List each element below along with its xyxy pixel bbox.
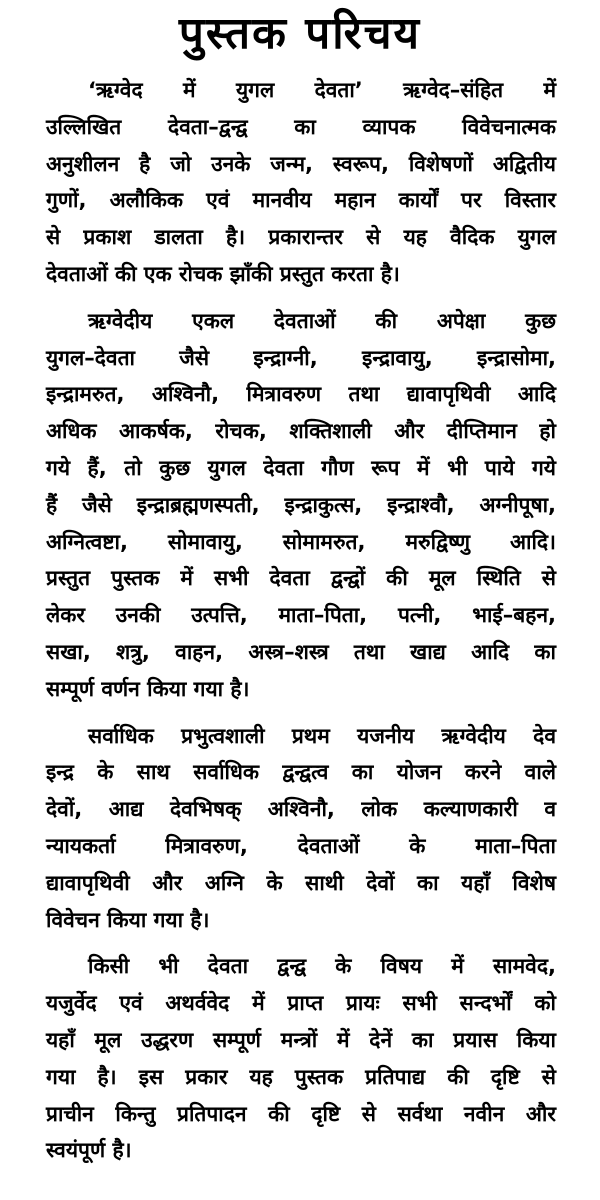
text-line: न्यायकर्ता मित्रावरुण, देवताओं के माता–पिता	[46, 833, 556, 858]
text-line: किसी भी देवता द्वन्द्व के विषय में सामवेद,	[88, 954, 556, 979]
text-line: यहाँ मूल उद्धरण सम्पूर्ण मन्त्रों में देनें का प्रयास किया	[46, 1027, 556, 1052]
text-line: गुणों, अलौकिक एवं मानवीय महान कार्यों पर विस्तार	[46, 188, 556, 213]
paragraph-2	[46, 303, 556, 708]
paragraph-1	[46, 72, 556, 293]
text-line: प्रस्तुत पुस्तक में सभी देवता द्वन्द्वों की मूल स्थिति से	[46, 566, 556, 591]
paragraph-3	[46, 718, 556, 939]
paragraph-4	[46, 948, 556, 1169]
text-line: स्वयंपूर्ण है।	[46, 1138, 132, 1163]
text-line: देवताओं की एक रोचक झाँकी प्रस्तुत करता है।	[46, 261, 400, 286]
text-line: ‘ऋग्वेद में युगल देवता’ ऋग्वेद–संहित में	[88, 78, 556, 102]
text-line: देवों, आद्य देवभिषक् अश्विनौ, लोक कल्याणकारी व	[46, 797, 556, 822]
text-line: इन्द्रामरुत, अश्विनौ, मित्रावरुण तथा द्यावापृथिवी आदि	[46, 382, 556, 407]
text-line: गया है। इस प्रकार यह पुस्तक प्रतिपाद्य की दृष्टि से	[46, 1064, 556, 1089]
text-line: अनुशीलन है जो उनके जन्म, स्वरूप, विशेषणों अद्वितीय	[46, 151, 556, 176]
text-line: युगल–देवता जैसे इन्द्राग्नी, इन्द्रावायु, इन्द्रासोमा,	[46, 345, 556, 370]
text-line: द्यावापृथिवी और अग्नि के साथी देवों का यहाँ विशेष	[46, 870, 556, 895]
text-line: यजुर्वेद एवं अथर्ववेद में प्राप्त प्रायः सभी सन्दर्भों को	[46, 991, 556, 1016]
text-line: विवेचन किया गया है।	[46, 907, 210, 932]
text-line: लेकर उनकी उत्पत्ति, माता–पिता, पत्नी, भाई–बहन,	[46, 603, 556, 628]
text-line: इन्द्र के साथ सर्वाधिक द्वन्द्वत्व का योजन करने वाले	[46, 760, 556, 785]
text-line: अधिक आकर्षक, रोचक, शक्तिशाली और दीप्तिमान हो	[46, 419, 556, 444]
text-line: उल्लिखित देवता–द्वन्द्व का व्यापक विवेचनात्मक	[46, 114, 556, 139]
text-line: से प्रकाश डालता है। प्रकारान्तर से यह वैदिक युगल	[46, 225, 556, 250]
text-line: प्राचीन किन्तु प्रतिपादन की दृष्टि से सर्वथा नवीन और	[46, 1101, 556, 1126]
text-line: गये हैं, तो कुछ युगल देवता गौण रूप में भी पाये गये	[46, 455, 556, 480]
text-line: सखा, शत्रु, वाहन, अस्त्र–शस्त्र तथा खाद्य आदि का	[46, 639, 556, 664]
text-line: सर्वाधिक प्रभुत्वशाली प्रथम यजनीय ऋग्वेदीय देव	[88, 723, 556, 748]
text-line: ऋग्वेदीय एकल देवताओं की अपेक्षा कुछ	[88, 308, 556, 333]
text-line: अग्नित्वष्टा, सोमावायु, सोमामरुत, मरुद्विष्णु आदि।	[46, 529, 556, 554]
text-line: सम्पूर्ण वर्णन किया गया है।	[46, 676, 250, 701]
text-line: हैं जैसे इन्द्राब्रह्मणस्पती, इन्द्राकुत्स, इन्द्राश्वौ, अग्नीपूषा,	[46, 492, 556, 517]
page-title: पुस्तक परिचय	[178, 8, 422, 59]
body-text	[46, 72, 556, 1169]
